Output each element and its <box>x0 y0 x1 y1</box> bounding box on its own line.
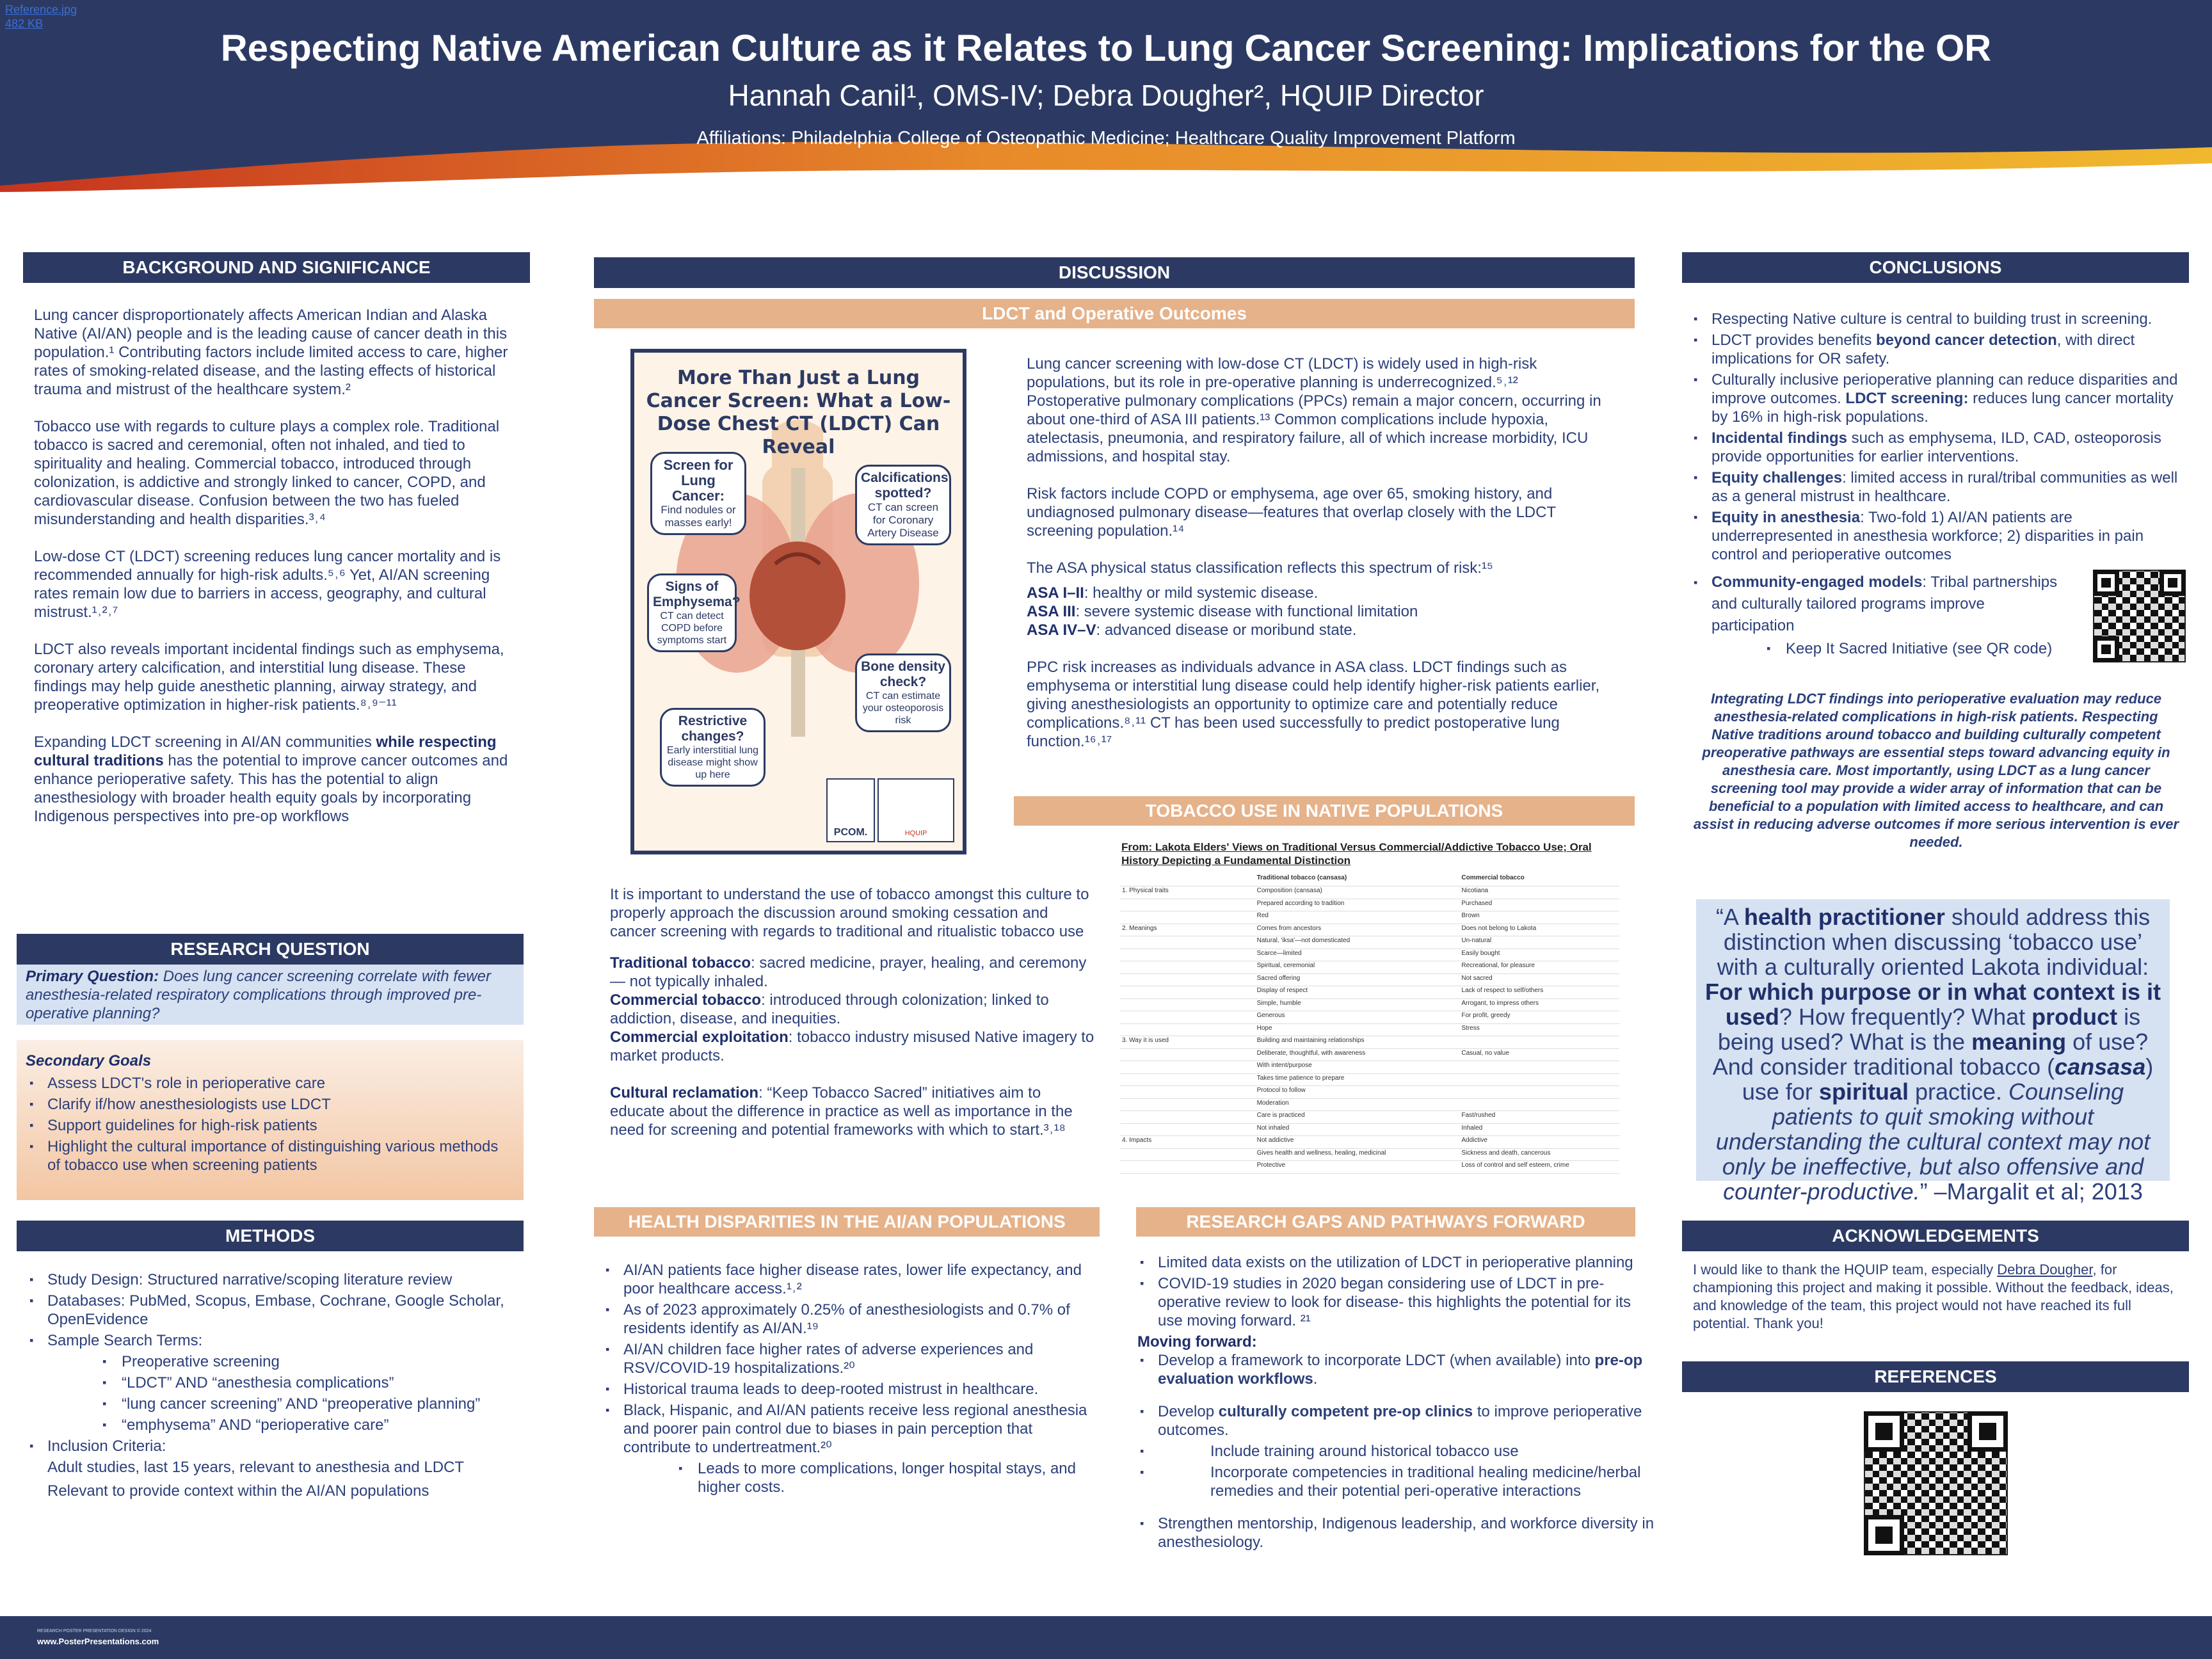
conclusion-item: ▪ Community-engaged models: Tribal partnerships and culturally tailored programs improve participation <box>1690 572 2189 637</box>
poster-footer <box>0 1616 2212 1659</box>
table-row <box>1120 1048 1619 1061</box>
table-cell: Addictive <box>1459 1136 1619 1149</box>
traditional-tobacco: Traditional tobacco: sacred medicine, prayer, healing, and ceremony — not typically inhaled. <box>610 954 1087 990</box>
table-cell: Composition (cansasa) <box>1255 886 1460 899</box>
conclusion-summary: Integrating LDCT findings into perioperative evaluation may reduce anesthesia-related complications in high-risk patients. Respecting Native traditions around tobacco and building culturally competent preoperative pathways are essential steps toward advancing equity in anesthesia care. Most importantly, using LDCT as a lung cancer screening tool may provide a wider array of information that can be beneficial to a population with limited access to healthcare, and can assist in reducing adverse outcomes if more serious intervention is ever needed. <box>1693 691 2179 850</box>
table-row <box>1120 1086 1619 1099</box>
table-cell <box>1120 949 1255 961</box>
table-cell: Prepared according to tradition <box>1255 899 1460 911</box>
table-cell <box>1120 1098 1255 1111</box>
methods-section <box>26 1270 525 1500</box>
table-row <box>1120 1061 1619 1074</box>
poster-title: Respecting Native American Culture as it Relates to Lung Cancer Screening: Implications for the OR <box>220 28 1992 69</box>
table-cell: Does not belong to Lakota <box>1459 924 1619 936</box>
table-row <box>1120 1098 1619 1111</box>
background-heading: BACKGROUND AND SIGNIFICANCE <box>23 252 530 283</box>
table-cell: Inhaled <box>1459 1123 1619 1136</box>
commercial-tobacco: Commercial tobacco: introduced through colonization; linked to addiction, disease, and inequities. <box>610 991 1049 1027</box>
gap-item: ▪ Limited data exists on the utilization of LDCT in perioperative planning <box>1136 1253 1655 1272</box>
disparity-item: ▪ AI/AN children face higher rates of adverse experiences and RSV/COVID-19 hospitalizations.²⁰ <box>602 1340 1094 1377</box>
method-item: ▪ Databases: PubMed, Scopus, Embase, Cochrane, Google Scholar, OpenEvidence <box>26 1292 525 1329</box>
table-cell: Fast/rushed <box>1459 1111 1619 1124</box>
table-cell <box>1120 1061 1255 1074</box>
table-row <box>1120 1111 1619 1124</box>
table-cell: Not inhaled <box>1255 1123 1460 1136</box>
background-p1: Lung cancer disproportionately affects American Indian and Alaska Native (AI/AN) people and is the leading cause of cancer death in this population.¹ Contributing factors include limited access to care, higher rates of smoking-related disease, and the lasting effects of historical trauma and mistrust of the healthcare system.² <box>34 307 508 398</box>
hquip-logo: HQUIP <box>878 778 954 842</box>
table-cell: Brown <box>1459 911 1619 924</box>
table-cell: Easily bought <box>1459 949 1619 961</box>
goal-item: ▪ Highlight the cultural importance of distinguishing various methods of tobacco use when screening patients <box>26 1137 515 1174</box>
search-term: ▪ Preoperative screening <box>26 1352 525 1371</box>
moving-forward-label: Moving forward: <box>1137 1333 1257 1350</box>
table-cell <box>1120 1073 1255 1086</box>
table-cell: Spiritual, ceremonial <box>1255 961 1460 974</box>
table-cell <box>1120 1086 1255 1099</box>
table-row <box>1120 986 1619 999</box>
table-row <box>1120 924 1619 936</box>
table-cell: Not sacred <box>1459 974 1619 986</box>
asa-1: ASA I–II: healthy or mild systemic disease. <box>1027 584 1318 602</box>
disparities-section <box>602 1261 1094 1499</box>
table-cell: Loss of control and self esteem, crime <box>1459 1161 1619 1174</box>
search-term: ▪ “emphysema” AND “perioperative care” <box>26 1416 525 1434</box>
table-row <box>1120 1136 1619 1149</box>
secondary-goals-box <box>17 1040 524 1200</box>
table-cell <box>1459 1061 1619 1074</box>
table-row <box>1120 1073 1619 1086</box>
table-cell: Care is practiced <box>1255 1111 1460 1124</box>
discussion-heading: DISCUSSION <box>594 257 1635 288</box>
table-row <box>1120 1123 1619 1136</box>
table-cell: Arrogant, to impress others <box>1459 998 1619 1011</box>
table-cell <box>1120 899 1255 911</box>
table-cell <box>1459 1073 1619 1086</box>
table-cell <box>1120 986 1255 999</box>
table-row <box>1120 899 1619 911</box>
ldct-discussion-text <box>1027 355 1615 769</box>
research-question-heading: RESEARCH QUESTION <box>17 934 524 965</box>
table-cell: Moderation <box>1255 1098 1460 1111</box>
primary-question-box <box>17 965 524 1025</box>
tobacco-heading: TOBACCO USE IN NATIVE POPULATIONS <box>1014 796 1635 826</box>
conclusion-item: ▪ Respecting Native culture is central to building trust in screening. <box>1690 310 2189 328</box>
asa-3: ASA IV–V: advanced disease or moribund state. <box>1027 621 1357 639</box>
tobacco-table-body <box>1120 886 1619 1174</box>
table-row <box>1120 911 1619 924</box>
callout-restrictive: Restrictive changes? Early interstitial lung disease might show up here <box>660 708 765 787</box>
poster-affiliations: Affiliations: Philadelphia College of Osteopathic Medicine; Healthcare Quality Improvement Platform <box>696 128 1516 148</box>
reference-filename[interactable]: Reference.jpg <box>5 3 77 16</box>
disparity-item: ▪ Black, Hispanic, and AI/AN patients receive less regional anesthesia and poorer pain control due to biases in pain perception that contribute to undertreatment.²⁰ <box>602 1401 1094 1457</box>
background-p4: LDCT also reveals important incidental findings such as emphysema, coronary artery calcification, and interstitial lung disease. These findings may help guide anesthetic planning, airway strategy, and preoperative optimization in higher-risk patients.⁸˒⁹⁻¹¹ <box>34 641 504 714</box>
table-title: From: Lakota Elders' Views on Traditional Versus Commercial/Addictive Tobacco Use; Oral History Depicting a Fundamental Distinction <box>1121 841 1592 867</box>
ldct-outcomes-heading: LDCT and Operative Outcomes <box>594 299 1635 328</box>
table-cell: 3. Way it is used <box>1120 1036 1255 1049</box>
table-cell: Sickness and death, cancerous <box>1459 1148 1619 1161</box>
forward-subitem: ▪ Incorporate competencies in traditional healing medicine/herbal remedies and their potential peri-operative interactions <box>1136 1463 1655 1500</box>
table-cell: 1. Physical traits <box>1120 886 1255 899</box>
table-cell: Purchased <box>1459 899 1619 911</box>
footer-website: www.PosterPresentations.com <box>37 1637 159 1646</box>
discussion-p4: PPC risk increases as individuals advance in ASA class. LDCT findings such as emphysema or interstitial lung disease could help identify higher-risk patients earlier, giving anesthesiologists an opportunity to optimize care and potentially reduce complications.⁸˒¹¹ CT has been used successfully to predict postoperative lung function.¹⁶˒¹⁷ <box>1027 659 1600 750</box>
table-cell <box>1120 936 1255 949</box>
gaps-section <box>1136 1253 1655 1554</box>
table-cell: Nicotiana <box>1459 886 1619 899</box>
callout-lung-cancer: Screen for Lung Cancer: Find nodules or masses early! <box>650 452 746 535</box>
asa-2: ASA III: severe systemic disease with functional limitation <box>1027 603 1418 620</box>
inclusion-label: ▪ Inclusion Criteria: <box>26 1437 525 1455</box>
forward-item: ▪ Develop culturally competent pre-op clinics to improve perioperative outcomes. <box>1136 1402 1655 1439</box>
table-cell: Gives health and wellness, healing, medicinal <box>1255 1148 1460 1161</box>
table-cell <box>1120 974 1255 986</box>
conclusion-item: ▪ Culturally inclusive perioperative planning can reduce disparities and improve outcomes. LDCT screening: reduces lung cancer mortality by 16% in high-risk populations. <box>1690 371 2189 426</box>
table-cell: Un-natural <box>1459 936 1619 949</box>
disparity-item: ▪ As of 2023 approximately 0.25% of anesthesiologists and 0.7% of residents identify as AI/AN.¹⁹ <box>602 1301 1094 1338</box>
table-row <box>1120 974 1619 986</box>
references-qr-code-icon[interactable] <box>1864 1411 2008 1555</box>
table-cell: Deliberate, thoughtful, with awareness <box>1255 1048 1460 1061</box>
goal-item: ▪ Support guidelines for high-risk patients <box>26 1116 515 1135</box>
table-cell <box>1120 1048 1255 1061</box>
table-cell <box>1120 1111 1255 1124</box>
method-item: ▪ Sample Search Terms: <box>26 1331 525 1350</box>
table-row <box>1120 949 1619 961</box>
reference-size: 482 KB <box>5 17 44 30</box>
table-row <box>1120 886 1619 899</box>
callout-bone-density: Bone density check? CT can estimate your osteoporosis risk <box>855 653 951 732</box>
disparity-subitem: ▪ Leads to more complications, longer hospital stays, and higher costs. <box>602 1459 1094 1496</box>
table-cell <box>1120 1011 1255 1024</box>
goal-item: ▪ Assess LDCT's role in perioperative care <box>26 1074 515 1093</box>
footer-copyright: RESEARCH POSTER PRESENTATION DESIGN © 2024 <box>37 1629 152 1633</box>
disparity-item: ▪ Historical trauma leads to deep-rooted mistrust in healthcare. <box>602 1380 1094 1399</box>
table-cell <box>1120 911 1255 924</box>
table-cell <box>1459 1086 1619 1099</box>
table-cell: Stress <box>1459 1023 1619 1036</box>
secondary-goals-label: Secondary Goals <box>26 1052 152 1070</box>
table-cell <box>1120 1148 1255 1161</box>
table-row <box>1120 1148 1619 1161</box>
table-cell: Simple, humble <box>1255 998 1460 1011</box>
conclusions-heading: CONCLUSIONS <box>1682 252 2189 283</box>
callout-emphysema: Signs of Emphysema? CT can detect COPD before symptoms start <box>647 573 737 652</box>
background-p2: Tobacco use with regards to culture plays a complex role. Traditional tobacco is sacred and ceremonial, often not inhaled, and tied to spirituality and healing. Commercial tobacco, introduced through colonization, is addictive and strongly linked to cancer, COPD, and cardiovascular disease. Confusion between the two has fueled misunderstanding and health disparities.³˒⁴ <box>34 418 500 528</box>
method-item: ▪ Study Design: Structured narrative/scoping literature review <box>26 1270 525 1289</box>
search-term: ▪ “LDCT” AND “anesthesia complications” <box>26 1374 525 1392</box>
table-cell: Comes from ancestors <box>1255 924 1460 936</box>
forward-item: ▪ Develop a framework to incorporate LDCT (when available) into pre-op evaluation workflows. <box>1136 1351 1655 1388</box>
primary-question-label: Primary Question: <box>26 968 159 985</box>
table-cell: Sacred offering <box>1255 974 1460 986</box>
cultural-reclamation: Cultural reclamation: “Keep Tobacco Sacred” initiatives aim to educate about the difference in practice as well as importance in the need for screening and potential frameworks with which to start.³˒¹⁸ <box>610 1084 1073 1139</box>
primary-question-text: Does lung cancer screening correlate with fewer anesthesia-related respiratory complications through improved pre-operative planning? <box>26 968 491 1022</box>
table-cell: Lack of respect to self/others <box>1459 986 1619 999</box>
table-row <box>1120 998 1619 1011</box>
table-col-traditional: Traditional tobacco (cansasa) <box>1255 874 1460 886</box>
callout-calcifications: Calcifications spotted? CT can screen for Coronary Artery Disease <box>855 465 951 545</box>
pcom-logo: PCOM. <box>826 778 875 842</box>
gaps-heading: RESEARCH GAPS AND PATHWAYS FORWARD <box>1136 1207 1635 1237</box>
background-p5: Expanding LDCT screening in AI/AN communities while respecting cultural traditions has the potential to improve cancer outcomes and enhance perioperative safety. This has the potential to align anesthesiology with broader health equity goals by incorporating Indigenous perspectives into pre-op workflows <box>34 733 508 825</box>
table-cell: Takes time patience to prepare <box>1255 1073 1460 1086</box>
inclusion-1: Adult studies, last 15 years, relevant to anesthesia and LDCT <box>47 1459 465 1476</box>
acknowledged-name: Debra Dougher <box>1997 1262 2093 1278</box>
discussion-p1: Lung cancer screening with low-dose CT (LDCT) is widely used in high-risk populations, but its role in pre-operative planning is underrecognized.⁵˒¹² Postoperative pulmonary complications (PPCs) remain a major concern, occurring in about one-third of ASA III patients.¹³ Common complications include hypoxia, atelectasis, pneumonia, and respiratory failure, all of which increase morbidity, ICU admissions, and hospital stay. <box>1027 355 1601 465</box>
table-cell: Red <box>1255 911 1460 924</box>
discussion-p2: Risk factors include COPD or emphysema, age over 65, smoking history, and undiagnosed pulmonary disease—features that overlap closely with the LDCT screening population.¹⁴ <box>1027 485 1556 540</box>
tobacco-text <box>610 885 1096 1139</box>
conclusion-item: ▪ Equity in anesthesia: Two-fold 1) AI/AN patients are underrepresented in anesthesia workforce; 2) disparities in pain control and perioperative outcomes <box>1690 508 2189 564</box>
discussion-p3: The ASA physical status classification reflects this spectrum of risk:¹⁵ <box>1027 559 1493 577</box>
acknowledgements-text: I would like to thank the HQUIP team, especially Debra Dougher, for championing this project and making it possible. Without the feedback, ideas, and knowledge of the team, this project would not have reached its full potential. Thank you! <box>1693 1262 2174 1331</box>
table-row <box>1120 961 1619 974</box>
tobacco-intro: It is important to understand the use of tobacco amongst this culture to properly approach the discussion around smoking cessation and cancer screening with regards to traditional and ritualistic tobacco use <box>610 886 1089 940</box>
table-cell: With intent/purpose <box>1255 1061 1460 1074</box>
table-col-commercial: Commercial tobacco <box>1459 874 1619 886</box>
ldct-infographic <box>630 349 966 854</box>
methods-heading: METHODS <box>17 1221 524 1251</box>
table-cell: Building and maintaining relationships <box>1255 1036 1460 1049</box>
table-cell <box>1120 961 1255 974</box>
conclusion-item: ▪ LDCT provides benefits beyond cancer detection, with direct implications for OR safety. <box>1690 331 2189 368</box>
forward-subitem: ▪ Include training around historical tobacco use <box>1136 1442 1655 1461</box>
poster-authors: Hannah Canil¹, OMS-IV; Debra Dougher², HQUIP Director <box>728 79 1484 112</box>
table-cell: Hope <box>1255 1023 1460 1036</box>
background-section <box>34 306 520 844</box>
forward-item: ▪ Strengthen mentorship, Indigenous leadership, and workforce diversity in anesthesiology. <box>1136 1514 1655 1551</box>
goal-item: ▪ Clarify if/how anesthesiologists use LDCT <box>26 1095 515 1114</box>
conclusion-item: ▪ Incidental findings such as emphysema, ILD, CAD, osteoporosis provide opportunities for earlier interventions. <box>1690 429 2189 466</box>
table-cell <box>1120 998 1255 1011</box>
gap-item: ▪ COVID-19 studies in 2020 began considering use of LDCT in pre-operative review to look for disease- this highlights the potential for its use moving forward. ²¹ <box>1136 1274 1655 1330</box>
qr-code-icon[interactable] <box>2093 570 2186 662</box>
table-cell: 4. Impacts <box>1120 1136 1255 1149</box>
table-cell: Not addictive <box>1255 1136 1460 1149</box>
table-cell <box>1120 1123 1255 1136</box>
references-heading: REFERENCES <box>1682 1361 2189 1392</box>
table-cell: Casual, no value <box>1459 1048 1619 1061</box>
table-row <box>1120 1036 1619 1049</box>
table-row <box>1120 1161 1619 1174</box>
table-row <box>1120 1023 1619 1036</box>
table-cell: Natural, 'iksa'—not domesticated <box>1255 936 1460 949</box>
table-cell <box>1120 1023 1255 1036</box>
disparity-item: ▪ AI/AN patients face higher disease rates, lower life expectancy, and poor healthcare access.¹˒² <box>602 1261 1094 1298</box>
search-term: ▪ “lung cancer screening” AND “preoperative planning” <box>26 1395 525 1413</box>
table-row <box>1120 936 1619 949</box>
table-cell <box>1459 1036 1619 1049</box>
table-cell: Protocol to follow <box>1255 1086 1460 1099</box>
table-cell: For profit, greedy <box>1459 1011 1619 1024</box>
tobacco-table <box>1120 874 1619 1187</box>
table-cell: Protective <box>1255 1161 1460 1174</box>
table-cell <box>1120 1161 1255 1174</box>
secondary-goals-list <box>26 1074 515 1174</box>
infographic-title: More Than Just a Lung Cancer Screen: What a Low-Dose Chest CT (LDCT) Can Reveal <box>646 367 951 458</box>
table-cell: Scarce—limited <box>1255 949 1460 961</box>
table-cell <box>1459 1098 1619 1111</box>
acknowledgements-heading: ACKNOWLEDGEMENTS <box>1682 1221 2189 1251</box>
table-cell: Recreational, for pleasure <box>1459 961 1619 974</box>
table-row <box>1120 1011 1619 1024</box>
keep-it-sacred-item: ▪ Keep It Sacred Initiative (see QR code) <box>1690 639 2189 658</box>
commercial-exploitation: Commercial exploitation: tobacco industry misused Native imagery to market products. <box>610 1029 1094 1064</box>
table-cell: Generous <box>1255 1011 1460 1024</box>
disparities-heading: HEALTH DISPARITIES IN THE AI/AN POPULATIONS <box>594 1207 1100 1237</box>
margalit-quote: “A health practitioner should address this distinction when discussing ‘tobacco use’ with a culturally oriented Lakota individual: For which purpose or in what context is it used? How frequently? What product is being used? What is the meaning of use? And consider traditional tobacco (cansasa) use for spiritual practice. Counseling patients to quit smoking without understanding the cultural context may not only be ineffective, but also offensive and counter-productive.” –Margalit et al; 2013 <box>1696 899 2170 1181</box>
table-cell: Display of respect <box>1255 986 1460 999</box>
conclusion-item: ▪ Equity challenges: limited access in rural/tribal communities as well as a general mistrust in healthcare. <box>1690 469 2189 506</box>
table-cell: 2. Meanings <box>1120 924 1255 936</box>
inclusion-2: Relevant to provide context within the AI/AN populations <box>47 1482 429 1500</box>
background-p3: Low-dose CT (LDCT) screening reduces lung cancer mortality and is recommended annually for high-risk adults.⁵˒⁶ Yet, AI/AN screening rates remain low due to barriers in access, geography, and cultural mistrust.¹˒²˒⁷ <box>34 548 501 621</box>
